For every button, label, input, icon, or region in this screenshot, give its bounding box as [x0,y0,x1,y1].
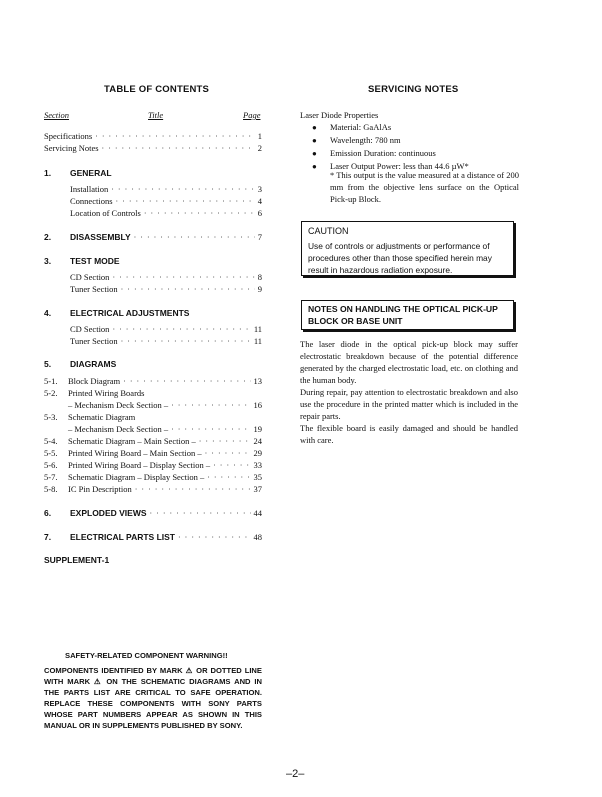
dot-leader [134,233,255,242]
toc-row-number: 5-4. [44,436,58,446]
list-item-text: Wavelength: 780 nm [330,135,401,145]
dot-leader [116,197,255,206]
toc-row-page: 8 [257,272,262,282]
toc-row-label: Printed Wiring Board – Display Section – [68,460,211,470]
list-item [312,121,527,134]
toc-row-label: Schematic Diagram – Display Section – [68,472,205,482]
toc-section-exploded-views [44,508,262,521]
dot-leader [95,132,255,141]
dot-leader [135,485,251,494]
dot-leader [123,377,250,386]
dot-leader [199,437,251,446]
dot-leader [144,209,255,218]
section-title: TEST MODE [70,256,120,266]
toc-row [44,336,262,348]
section-title: ELECTRICAL ADJUSTMENTS [70,308,190,318]
dot-leader [178,533,251,542]
toc-row-label: CD Section [70,324,110,334]
toc-row [44,196,262,208]
toc-row-page: 11 [253,324,262,334]
toc-row-label: Schematic Diagram – Main Section – [68,436,196,446]
toc-row-page: 9 [257,284,262,294]
toc-section-parts-list [44,532,262,545]
toc-row [44,272,262,284]
toc-row-label: IC Pin Description [68,484,132,494]
notes-body [300,338,518,446]
toc-row-page: 13 [253,376,262,386]
section-page: 48 [253,532,262,542]
toc-row-page: 35 [253,472,262,482]
toc-row-page: 2 [257,143,262,153]
toc-row-label: Tuner Section [70,336,118,346]
toc-row-label: Location of Controls [70,208,141,218]
toc-row-label: Schematic Diagram [68,412,136,422]
toc-row [44,388,262,400]
section-number: 2. [44,232,52,242]
toc-row-page: 37 [253,484,262,494]
notes-title: NOTES ON HANDLING THE OPTICAL PICK-UP BLOCK OR BASE UNIT [308,304,498,326]
dot-leader [112,325,250,334]
toc-row-label: Block Diagram [68,376,121,386]
servicing-notes-title: SERVICING NOTES [368,84,459,95]
toc-row [44,131,262,143]
toc-row-number: 5-3. [44,412,58,422]
toc-col-page: Page [243,110,261,120]
toc-section-diagrams [44,359,262,372]
toc-row-number: 5-5. [44,448,58,458]
dot-leader [207,473,250,482]
toc-row [44,448,262,460]
safety-warning-body: COMPONENTS IDENTIFIED BY MARK ⚠ OR DOTTED LINE WITH MARK ⚠ ON THE SCHEMATIC DIAGRAMS AND IN THE PARTS LIST ARE CRITICAL TO SAFE OPERATION. REPLACE THESE COMPONENTS WITH SONY PARTS WHOSE PART NUMBERS APPEAR AS SHOWN IN THIS MANUAL OR IN SUPPLEMENTS PUBLISHED BY SONY. [44,666,262,730]
dot-leader [121,337,251,346]
toc-row-label: – Mechanism Deck Section – [68,400,169,410]
bullet-icon: ● [312,123,317,132]
toc-row-number: 5-6. [44,460,58,470]
section-page: 44 [253,508,262,518]
dot-leader [150,509,251,518]
dot-leader [171,425,250,434]
section-number: 4. [44,308,52,318]
toc-row-label: Printed Wiring Board – Main Section – [68,448,202,458]
bullet-icon: ● [312,136,317,145]
toc-section-general [44,168,262,181]
laser-footnote: * This output is the value measured at a distance of 200 mm from the objective lens surface on the Optical Pick-up Block. [330,170,519,204]
toc-row [44,472,262,484]
section-number: 1. [44,168,52,178]
section-title: EXPLODED VIEWS [70,508,147,518]
toc-row-page: 33 [253,460,262,470]
toc-row [44,284,262,296]
toc-col-section: Section [44,110,70,120]
notes-paragraph: The laser diode in the optical pick-up block may suffer electrostatic breakdown because of the potential difference generated by the charged electrostatic load, etc. on clothing and the human body. [300,339,518,385]
toc-row-number: 5-8. [44,484,58,494]
section-number: 5. [44,359,52,369]
toc-row-label: Servicing Notes [44,143,99,153]
toc-row [44,376,262,388]
bullet-icon: ● [312,162,317,171]
toc-section-electrical-adjustments [44,308,262,321]
toc-col-title: Title [148,110,164,120]
toc-row [44,400,262,412]
toc-row-page: 11 [253,336,262,346]
section-number: 7. [44,532,52,542]
notes-box [301,300,514,330]
bullet-icon: ● [312,149,317,158]
dot-leader [213,461,250,470]
notes-paragraph: During repair, pay attention to electrostatic breakdown and also use the procedure in the printed matter which is included in the repair parts. [300,387,518,421]
safety-warning-title: SAFETY-RELATED COMPONENT WARNING!! [65,651,228,660]
section-title: DIAGRAMS [70,359,117,369]
section-number: 6. [44,508,52,518]
dot-leader [121,285,255,294]
list-item-text: Emission Duration: continuous [330,148,436,158]
toc-row-label: Specifications [44,131,93,141]
toc-row [44,460,262,472]
toc-row [44,412,262,424]
toc-row-number: 5-7. [44,472,58,482]
dot-leader [111,185,255,194]
toc-title: TABLE OF CONTENTS [104,84,210,95]
page-number: –2– [286,768,305,780]
toc-row-page: 4 [257,196,262,206]
toc-row [44,484,262,496]
toc-row [44,324,262,336]
toc-row-label: – Mechanism Deck Section – [68,424,169,434]
toc-row-page: 24 [253,436,262,446]
toc-row-page: 16 [253,400,262,410]
toc-row [44,184,262,196]
list-item [312,134,527,147]
section-title: GENERAL [70,168,112,178]
dot-leader [102,144,255,153]
toc-row-label: CD Section [70,272,110,282]
laser-properties-list [312,121,527,173]
laser-properties-heading: Laser Diode Properties [300,110,379,120]
toc-row-page: 19 [253,424,262,434]
caution-box [301,221,514,276]
toc-row [44,436,262,448]
toc-section-test-mode [44,256,262,269]
toc-row-page: 6 [257,208,262,218]
toc-row-label: Tuner Section [70,284,118,294]
caution-title: CAUTION [308,226,349,236]
section-title: ELECTRICAL PARTS LIST [70,532,175,542]
section-page: 7 [257,232,262,242]
toc-supplement: SUPPLEMENT-1 [44,555,110,565]
toc-row [44,424,262,436]
notes-paragraph: The flexible board is easily damaged and should be handled with care. [300,423,518,445]
list-item-text: Laser Output Power: less than 44.6 µW* [330,161,469,171]
section-title: DISASSEMBLY [70,232,131,242]
toc-row-label: Printed Wiring Boards [68,388,145,398]
caution-body: Use of controls or adjustments or performance of procedures other than those specified herein may result in hazardous radiation exposure. [308,241,492,275]
toc-section-disassembly [44,232,262,245]
toc-row-page: 3 [257,184,262,194]
dot-leader [171,401,250,410]
toc-row-label: Installation [70,184,109,194]
toc-row [44,143,262,155]
section-number: 3. [44,256,52,266]
list-item-text: Material: GaAlAs [330,122,392,132]
toc-row-number: 5-2. [44,388,58,398]
dot-leader [112,273,254,282]
toc-row-page: 29 [253,448,262,458]
list-item [312,147,527,160]
toc-row-label: Connections [70,196,113,206]
toc-row-number: 5-1. [44,376,58,386]
toc-row [44,208,262,220]
dot-leader [205,449,251,458]
toc-row-page: 1 [257,131,262,141]
